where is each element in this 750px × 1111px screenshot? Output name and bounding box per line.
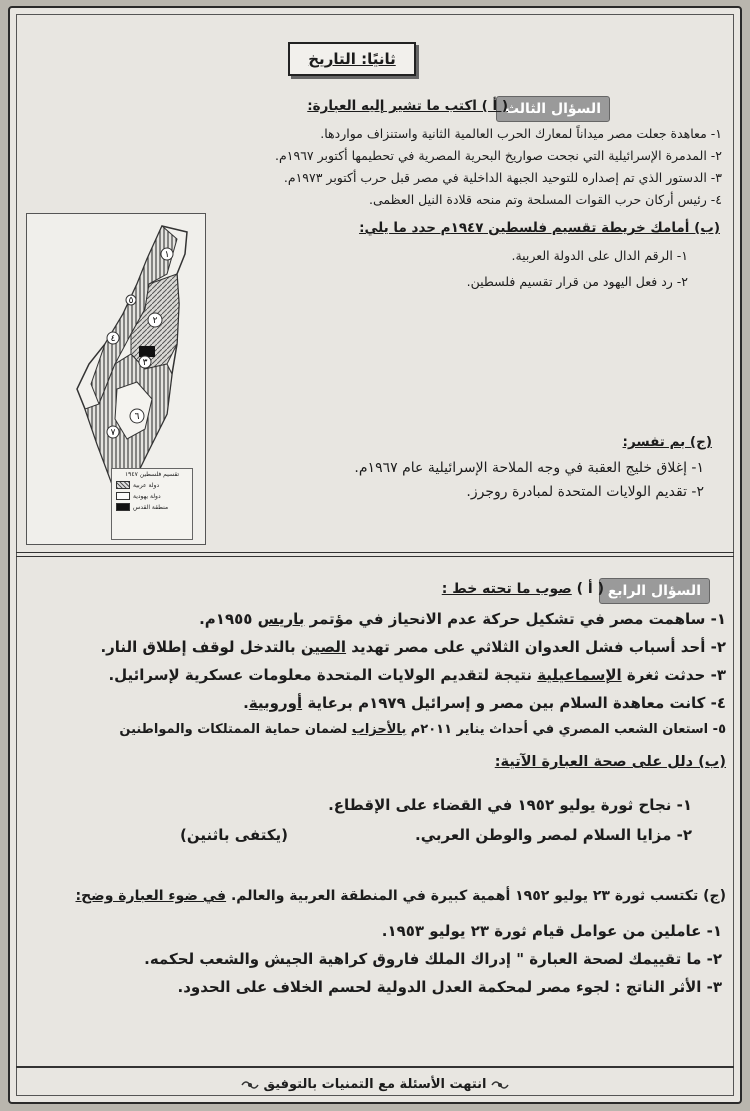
ornament-icon <box>491 1078 509 1092</box>
legend-label-jerusalem: منطقة القدس <box>133 503 169 511</box>
map-legend <box>111 468 193 540</box>
item-text: . <box>243 694 249 712</box>
q3-a-item-1: ١- معاهدة جعلت مصر ميداناً لمعارك الحرب العالمية الثانية واستنزاف مواردها. <box>320 126 722 141</box>
jerusalem-zone <box>139 346 155 357</box>
underlined-word: بالأحزاب <box>351 722 407 737</box>
item-num: ١- <box>710 610 726 628</box>
legend-swatch-arab <box>116 481 130 489</box>
item-text: حدثت ثغرة <box>621 666 706 684</box>
q3-a-item-4: ٤- رئيس أركان حرب القوات المسلحة وتم منحه قلادة النيل العظمى. <box>369 192 722 207</box>
map-label-1: ١ <box>164 250 170 260</box>
item-text: ساهمت مصر في تشكيل حركة عدم الانحياز في مؤتمر <box>304 610 706 628</box>
item-text: بالتدخل لوقف إطلاق النار. <box>100 638 301 656</box>
q4-a-item-4 <box>243 694 726 712</box>
map-label-5: ٥ <box>128 296 134 306</box>
legend-row-jerusalem <box>116 503 188 511</box>
section-title: ثانيًا: التاريخ <box>288 42 416 76</box>
q4-a-item-2 <box>100 638 726 656</box>
q4-badge: السؤال الرابع <box>599 578 710 604</box>
ornament-icon <box>241 1078 259 1092</box>
item-text: أحد أسباب فشل العدوان الثلاثي على مصر تهديد <box>346 638 706 656</box>
q3-a-item-3: ٣- الدستور الذي تم إصداره للتوحيد الجبهة الداخلية في مصر قبل حرب أكتوبر ١٩٧٣م. <box>283 170 722 185</box>
palestine-partition-map <box>26 213 206 545</box>
q3-part-a-heading: ( أ ) اكتب ما تشير إليه العبارة: <box>307 98 508 114</box>
q3-c-item-2: ٢- تقديم الولايات المتحدة لمبادرة روجرز. <box>466 484 704 500</box>
underlined-word: أوروبية <box>248 694 303 712</box>
q4-c-item-1: ١- عاملين من عوامل قيام ثورة ٢٣ يوليو ١٩٥٣. <box>381 922 722 940</box>
item-num: ٢- <box>710 638 726 656</box>
footer-text: انتهت الأسئلة مع التمنيات بالتوفيق <box>263 1077 487 1092</box>
q4-a-item-1 <box>199 610 726 628</box>
underlined-word: باريس <box>257 610 305 628</box>
q4-part-c-heading <box>75 888 726 904</box>
map-label-3: ٣ <box>142 358 148 368</box>
exam-sheet <box>8 6 742 1104</box>
item-num: ٥- <box>712 722 726 737</box>
q3-part-b-heading: (ب) أمامك خريطة تقسيم فلسطين ١٩٤٧م حدد ما يلي: <box>359 220 720 236</box>
legend-title: تقسيم فلسطين ١٩٤٧ <box>124 471 180 478</box>
q4-c-item-2: ٢- ما تقييمك لصحة العبارة " إدراك الملك فاروق كراهية الجيش والشعب لحكمه. <box>144 950 722 968</box>
map-label-6: ٦ <box>134 412 140 422</box>
map-label-2: ٢ <box>152 316 158 326</box>
q4-part-a-prefix: ( أ ) <box>576 581 604 597</box>
underlined-word: الصين <box>300 638 347 656</box>
map-label-7: ٧ <box>110 428 116 438</box>
q4-part-a-heading <box>442 581 604 597</box>
footer <box>16 1066 734 1102</box>
item-text: لضمان حماية الممتلكات والمواطنين <box>119 722 352 737</box>
item-text: استعان الشعب المصري في أحداث يناير ٢٠١١م <box>406 722 709 737</box>
map-label-4: ٤ <box>110 334 116 344</box>
legend-row-arab <box>116 481 188 489</box>
q4-b-item-2: ٢- مزايا السلام لمصر والوطن العربي. <box>415 826 692 844</box>
item-text: كانت معاهدة السلام بين مصر و إسرائيل ١٩٧٩م برعاية <box>302 694 706 712</box>
legend-swatch-jewish <box>116 492 130 500</box>
q4-c-heading-underlined: في ضوء العبارة وضح: <box>75 888 227 904</box>
item-num: ٣- <box>710 666 726 684</box>
q3-c-item-1: ١- إغلاق خليج العقبة في وجه الملاحة الإسرائيلية عام ١٩٦٧م. <box>354 460 704 476</box>
q4-c-heading-prefix: (ج) تكتسب ثورة ٢٣ يوليو ١٩٥٢ أهمية كبيرة في المنطقة العربية والعالم. <box>226 888 726 904</box>
q4-a-item-5 <box>119 722 726 737</box>
q4-b-item-1: ١- نجاح ثورة يوليو ١٩٥٢ في القضاء على الإقطاع. <box>328 796 692 814</box>
legend-label-jewish: دولة يهودية <box>133 492 161 500</box>
item-text: ١٩٥٥م. <box>199 610 258 628</box>
item-text: نتيجة لتقديم الولايات المتحدة معلومات عسكرية لإسرائيل. <box>108 666 538 684</box>
underlined-word: الإسماعيلية <box>537 666 622 684</box>
q3-a-item-2: ٢- المدمرة الإسرائيلية التي نجحت صواريخ البحرية المصرية في تحطيمها أكتوبر ١٩٦٧م. <box>275 148 722 163</box>
legend-label-arab: دولة عربية <box>133 481 160 489</box>
q4-part-a-text: صوب ما تحته خط : <box>441 581 572 597</box>
q3-b-item-2: ٢- رد فعل اليهود من قرار تقسيم فلسطين. <box>466 274 688 289</box>
q4-part-b-heading: (ب) دلل على صحة العبارة الآتية: <box>494 754 726 770</box>
section-divider <box>16 552 734 557</box>
item-num: ٤- <box>710 694 726 712</box>
q4-c-item-3: ٣- الأثر الناتج : لجوء مصر لمحكمة العدل الدولية لحسم الخلاف على الحدود. <box>177 978 722 996</box>
legend-row-jewish <box>116 492 188 500</box>
q3-part-c-heading: (ج) بم تفسر: <box>622 434 712 450</box>
q4-b-note: (يكتفى باثنين) <box>180 826 289 844</box>
q3-b-item-1: ١- الرقم الدال على الدولة العربية. <box>511 248 688 263</box>
q4-a-item-3 <box>108 666 726 684</box>
q3-badge: السؤال الثالث <box>496 96 610 122</box>
legend-swatch-jerusalem <box>116 503 130 511</box>
